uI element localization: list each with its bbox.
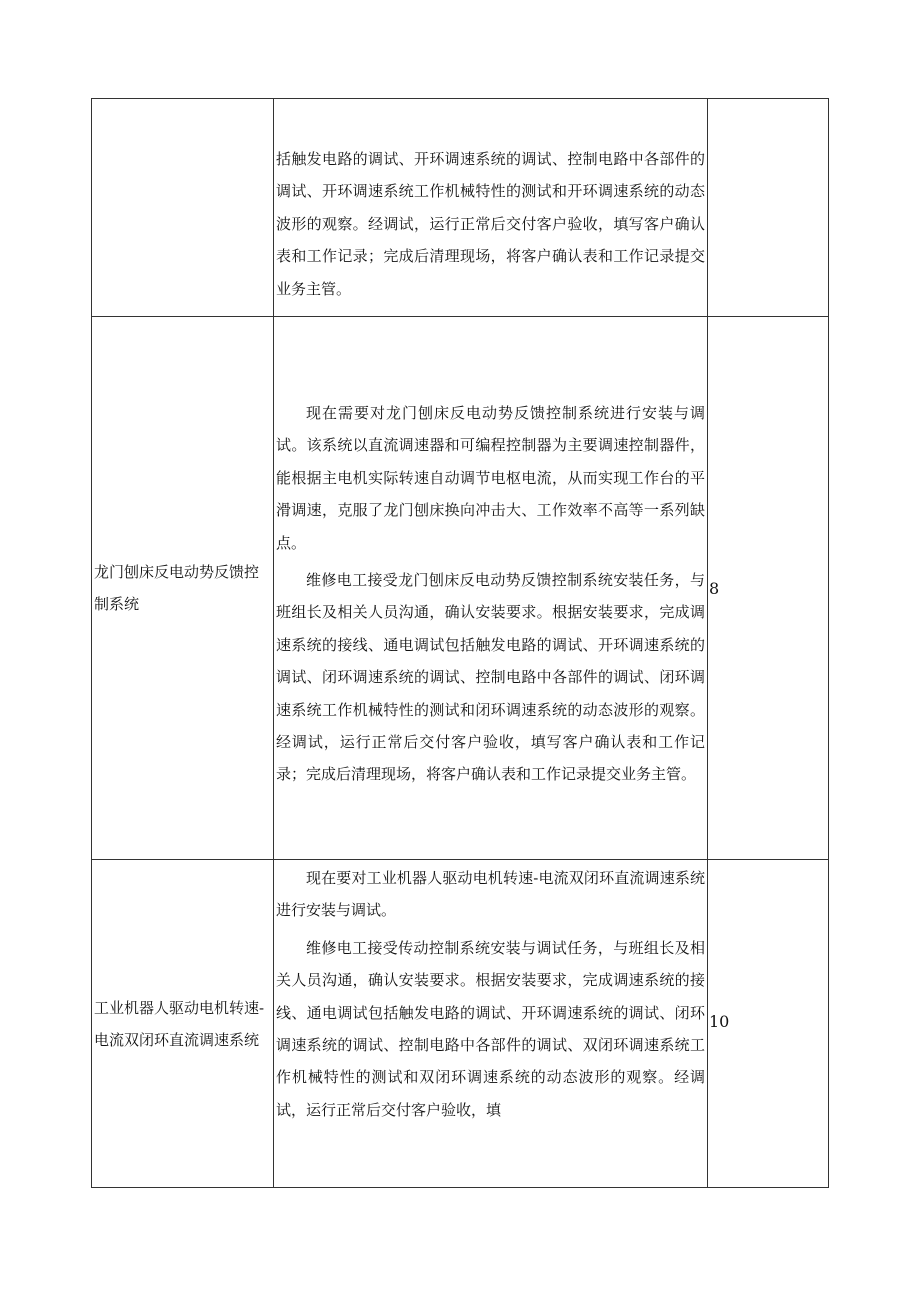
description-paragraph: 维修电工接受传动控制系统安装与调试任务，与班组长及相关人员沟通，确认安装要求。根据安装要求，完成调速系统的接线、通电调试包括触发电路的调试、开环调速系统的调试、闭环调速系统的调试、控制电路中各部件的调试、双闭环调速系统工作机械特性的测试和双闭环调速系统的动态波形的观察。经调试，运行正常后交付客户验收，填	[276, 938, 705, 1119]
description-paragraph: 现在需要对龙门刨床反电动势反馈控制系统进行安装与调试。该系统以直流调速器和可编程控制器为主要调速控制器件，能根据主电机实际转速自动调节电枢电流，从而实现工作台的平滑调速，克服了龙门刨床换向冲击大、工作效率不高等一系列缺点。	[276, 404, 705, 552]
table-row	[92, 860, 829, 1188]
task-name-cell: 工业机器人驱动电机转速-电流双闭环直流调速系统	[92, 860, 274, 1188]
table-row	[92, 99, 829, 317]
description-paragraph: 括触发电路的调试、开环调速系统的调试、控制电路中各部件的调试、开环调速系统工作机械特性的测试和开环调速系统的动态波形的观察。经调试，运行正常后交付客户验收，填写客户确认表和工作记录；完成后清理现场，将客户确认表和工作记录提交业务主管。	[276, 150, 705, 298]
table-row	[92, 317, 829, 860]
task-description-cell	[274, 860, 708, 1188]
task-name-cell	[92, 99, 274, 317]
task-name-cell: 龙门刨床反电动势反馈控制系统	[92, 317, 274, 860]
score-cell: 8	[708, 317, 829, 860]
task-table	[91, 98, 829, 1188]
task-description-cell	[274, 317, 708, 860]
score-cell	[708, 99, 829, 317]
description-paragraph: 维修电工接受龙门刨床反电动势反馈控制系统安装任务，与班组长及相关人员沟通，确认安装要求。根据安装要求，完成调速系统的接线、通电调试包括触发电路的调试、开环调速系统的调试、闭环调速系统的调试、控制电路中各部件的调试、闭环调速系统工作机械特性的测试和闭环调速系统的动态波形的观察。经调试，运行正常后交付客户验收，填写客户确认表和工作记录；完成后清理现场，将客户确认表和工作记录提交业务主管。	[276, 571, 705, 784]
description-paragraph: 现在要对工业机器人驱动电机转速-电流双闭环直流调速系统进行安装与调试。	[276, 869, 705, 920]
task-description-cell	[274, 99, 708, 317]
score-cell: 10	[708, 860, 829, 1188]
